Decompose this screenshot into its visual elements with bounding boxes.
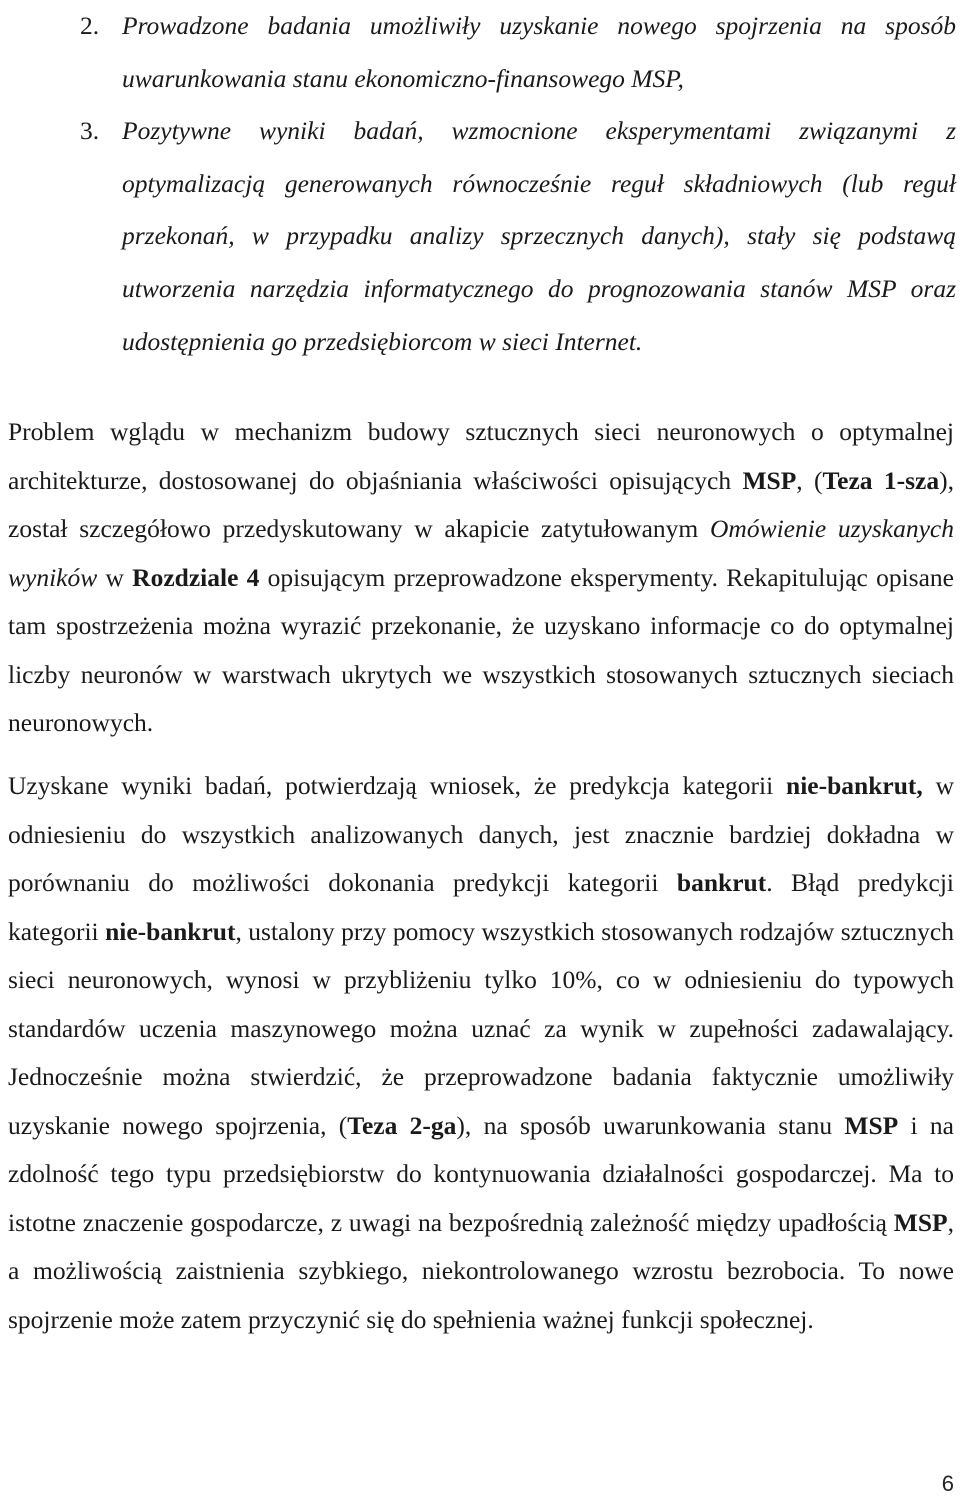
paragraph-text: w odniesieniu do wszystkich analizowanych danych, jest znacznie bardziej dokładna w porównaniu do możliwości dokonania predykcji kategorii	[8, 771, 954, 897]
paragraph-text: ), został szczegółowo przedyskutowany w akapicie zatytułowanym	[8, 465, 954, 543]
bold-text: MSP	[742, 465, 797, 495]
paragraph-text: , a możliwością zaistnienia szybkiego, niekontrolowanego wzrostu bezrobocia. To nowe spojrzenie może zatem przyczynić się do spełnienia ważnej funkcji społecznej.	[8, 1207, 954, 1334]
paragraph-1	[8, 408, 954, 748]
list-item-number: 2.	[80, 11, 100, 40]
paragraph-text: Uzyskane wyniki badań, potwierdzają wniosek, że predykcja kategorii	[8, 771, 787, 800]
paragraph-text: opisującym przeprowadzone eksperymenty. Rekapitulując opisane tam spostrzeżenia można wyrazić przekonanie, że uzyskano informacje co do optymalnej liczby neuronów w warstwach ukrytych we wszystkich stosowanych sztucznych sieciach neuronowych.	[8, 562, 954, 737]
list-item	[0, 0, 960, 105]
italic-text: Omówienie uzyskanych wyników	[8, 514, 954, 592]
bold-text: Rozdziale 4	[132, 562, 260, 592]
paragraph-text: Problem wglądu w mechanizm budowy sztucznych sieci neuronowych o optymalnej architekturze, dostosowanej do objaśniania właściwości opisujących	[8, 417, 954, 495]
paragraph-text: w	[97, 562, 133, 592]
paragraph-text: i na zdolność tego typu przedsiębiorstw do kontynuowania działalności gospodarczej. Ma to istotne znaczenie gospodarcze, z uwagi na bezpośrednią zależność między upadłością	[8, 1110, 955, 1237]
paragraph-text: ), na sposób uwarunkowania stanu	[456, 1110, 845, 1140]
list-item	[0, 105, 960, 368]
bold-text: nie-bankrut,	[786, 771, 923, 800]
bold-text: nie-bankrut	[105, 916, 236, 946]
bold-text: MSP	[844, 1110, 899, 1140]
page-number: 6	[941, 1471, 954, 1496]
bold-text: Teza 2-ga	[347, 1110, 457, 1140]
paragraph-2	[8, 762, 954, 1344]
bold-text: bankrut	[676, 868, 767, 897]
list-item-text: Pozytywne wyniki badań, wzmocnione eksperymentami związanymi z optymalizacją generowanych równocześnie reguł składniowych (lub reguł przekonań, w przypadku analizy sprzecznych danych), stały się podstawą utworzenia narzędzia informatycznego do prognozowania stanów MSP oraz udostępnienia go przedsiębiorcom w sieci Internet.	[122, 116, 956, 356]
list-item-text: Prowadzone badania umożliwiły uzyskanie nowego spojrzenia na sposób uwarunkowania stanu ekonomiczno-finansowego MSP,	[122, 11, 956, 93]
paragraph-text: . Błąd predykcji kategorii	[8, 868, 954, 946]
numbered-list	[0, 0, 960, 368]
list-item-number: 3.	[80, 116, 100, 146]
bold-text: Teza 1-sza	[822, 465, 940, 495]
bold-text: MSP	[893, 1207, 948, 1237]
paragraph-text: , (	[796, 465, 823, 495]
paragraph-text: , ustalony przy pomocy wszystkich stosowanych rodzajów sztucznych sieci neuronowych, wynosi w przybliżeniu tylko 10%, co w odniesieniu do typowych standardów uczenia maszynowego można uznać za wynik w zupełności zadawalający. Jednocześnie można stwierdzić, że przeprowadzone badania faktycznie umożliwiły uzyskanie nowego spojrzenia, (	[8, 916, 954, 1140]
